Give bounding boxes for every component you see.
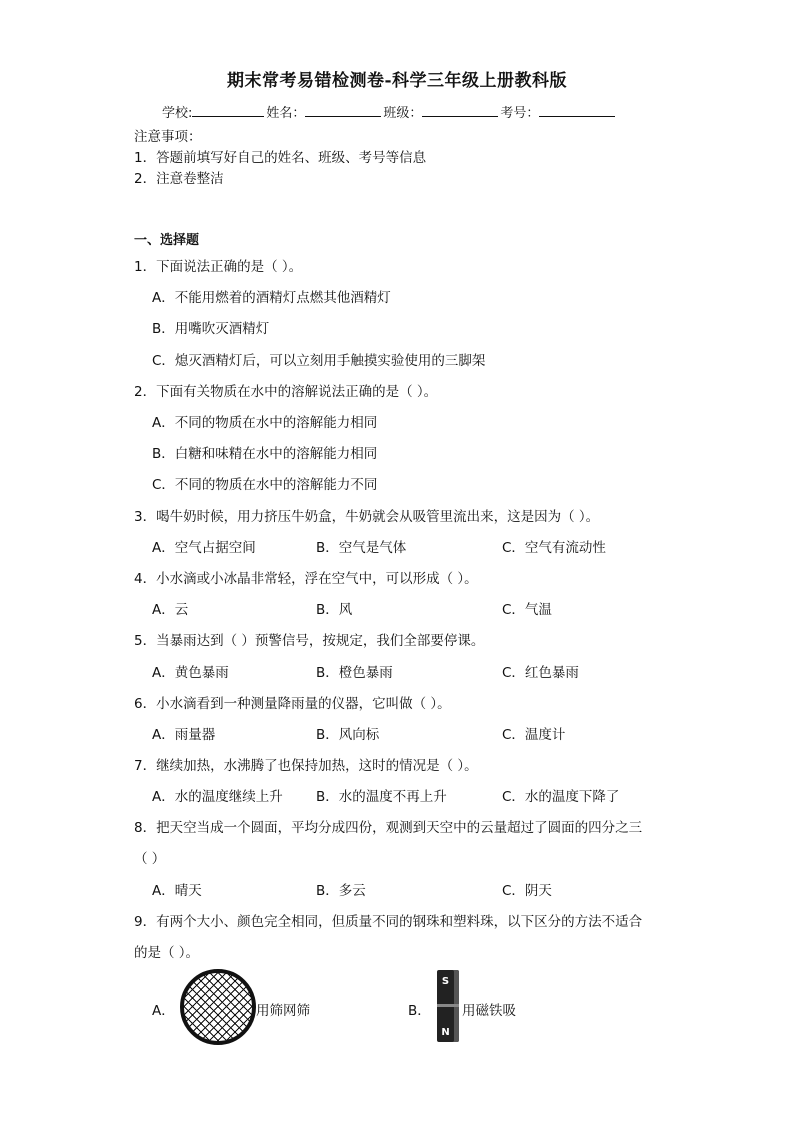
question-1-stem: 1．下面说法正确的是（ ）。 <box>134 259 303 275</box>
question-3-option-c[interactable]: C．空气有流动性 <box>502 540 606 556</box>
question-9-option-b-text[interactable]: 用磁铁吸 <box>462 1003 516 1019</box>
question-3-option-b[interactable]: B．空气是气体 <box>316 540 407 556</box>
question-8-stem: 8．把天空当成一个圆面，平均分成四份，观测到天空中的云量超过了圆面的四分之三 <box>134 820 643 836</box>
question-7-option-c[interactable]: C．水的温度下降了 <box>502 789 620 805</box>
question-5-option-b[interactable]: B．橙色暴雨 <box>316 665 393 681</box>
question-8-option-a[interactable]: A．晴天 <box>152 883 202 899</box>
question-3-option-a[interactable]: A．空气占据空间 <box>152 540 256 556</box>
question-9-option-b-letter[interactable]: B． <box>408 1003 431 1019</box>
question-4-option-a[interactable]: A．云 <box>152 602 189 618</box>
question-2-option-a[interactable]: A．不同的物质在水中的溶解能力相同 <box>152 415 378 431</box>
question-2-stem: 2．下面有关物质在水中的溶解说法正确的是（ ）。 <box>134 384 438 400</box>
exam-no-label: 考号： <box>500 106 540 121</box>
section-heading: 一、选择题 <box>134 233 200 248</box>
page-title: 期末常考易错检测卷-科学三年级上册教科版 <box>226 71 568 91</box>
question-3-stem: 3．喝牛奶时候，用力挤压牛奶盒，牛奶就会从吸管里流出来，这是因为（ ）。 <box>134 509 600 525</box>
question-7-stem: 7．继续加热，水沸腾了也保持加热，这时的情况是（ ）。 <box>134 758 478 774</box>
notice-item-2: 2．注意卷整洁 <box>134 171 224 187</box>
question-6-option-a[interactable]: A．雨量器 <box>152 727 216 743</box>
question-1-option-c[interactable]: C．熄灭酒精灯后，可以立刻用手触摸实验使用的三脚架 <box>152 353 486 369</box>
magnet-north-label: N <box>441 1027 450 1038</box>
name-blank[interactable] <box>305 104 381 117</box>
question-8-option-b[interactable]: B．多云 <box>316 883 366 899</box>
question-4-option-b[interactable]: B．风 <box>316 602 353 618</box>
sieve-mesh-image <box>180 969 256 1045</box>
question-2-option-c[interactable]: C．不同的物质在水中的溶解能力不同 <box>152 477 378 493</box>
question-8-stem-cont: （ ） <box>134 851 166 867</box>
question-6-stem: 6．小水滴看到一种测量降雨量的仪器，它叫做（ ）。 <box>134 696 451 712</box>
student-info-row <box>162 102 617 121</box>
question-5-option-c[interactable]: C．红色暴雨 <box>502 665 579 681</box>
question-6-option-c[interactable]: C．温度计 <box>502 727 566 743</box>
question-6-option-b[interactable]: B．风向标 <box>316 727 380 743</box>
question-9-option-a-text[interactable]: 用筛网筛 <box>256 1003 310 1019</box>
name-label: 姓名： <box>266 106 306 121</box>
notice-item-1: 1．答题前填写好自己的姓名、班级、考号等信息 <box>134 150 427 166</box>
magnet-south-label: S <box>441 976 450 987</box>
question-5-option-a[interactable]: A．黄色暴雨 <box>152 665 229 681</box>
question-7-option-a[interactable]: A．水的温度继续上升 <box>152 789 283 805</box>
question-4-option-c[interactable]: C．气温 <box>502 602 552 618</box>
question-5-stem: 5．当暴雨达到（ ）预警信号，按规定，我们全部要停课。 <box>134 633 485 649</box>
question-8-option-c[interactable]: C．阴天 <box>502 883 552 899</box>
question-9-stem: 9．有两个大小、颜色完全相同，但质量不同的钢珠和塑料珠，以下区分的方法不适合 <box>134 914 643 930</box>
exam-no-blank[interactable] <box>539 104 615 117</box>
class-label: 班级： <box>383 106 423 121</box>
notice-heading: 注意事项： <box>134 129 202 145</box>
class-blank[interactable] <box>422 104 498 117</box>
question-9-stem-cont: 的是（ ）。 <box>134 945 200 961</box>
question-1-option-a[interactable]: A．不能用燃着的酒精灯点燃其他酒精灯 <box>152 290 391 306</box>
question-9-option-a-letter[interactable]: A． <box>152 1003 175 1019</box>
bar-magnet-image <box>437 970 459 1042</box>
question-2-option-b[interactable]: B．白糖和味精在水中的溶解能力相同 <box>152 446 378 462</box>
question-4-stem: 4．小水滴或小冰晶非常轻，浮在空气中，可以形成（ ）。 <box>134 571 478 587</box>
question-7-option-b[interactable]: B．水的温度不再上升 <box>316 789 447 805</box>
magnet-divider <box>437 1004 459 1007</box>
school-blank[interactable] <box>192 104 264 117</box>
school-label: 学校: <box>162 106 193 121</box>
question-1-option-b[interactable]: B．用嘴吹灭酒精灯 <box>152 321 270 337</box>
